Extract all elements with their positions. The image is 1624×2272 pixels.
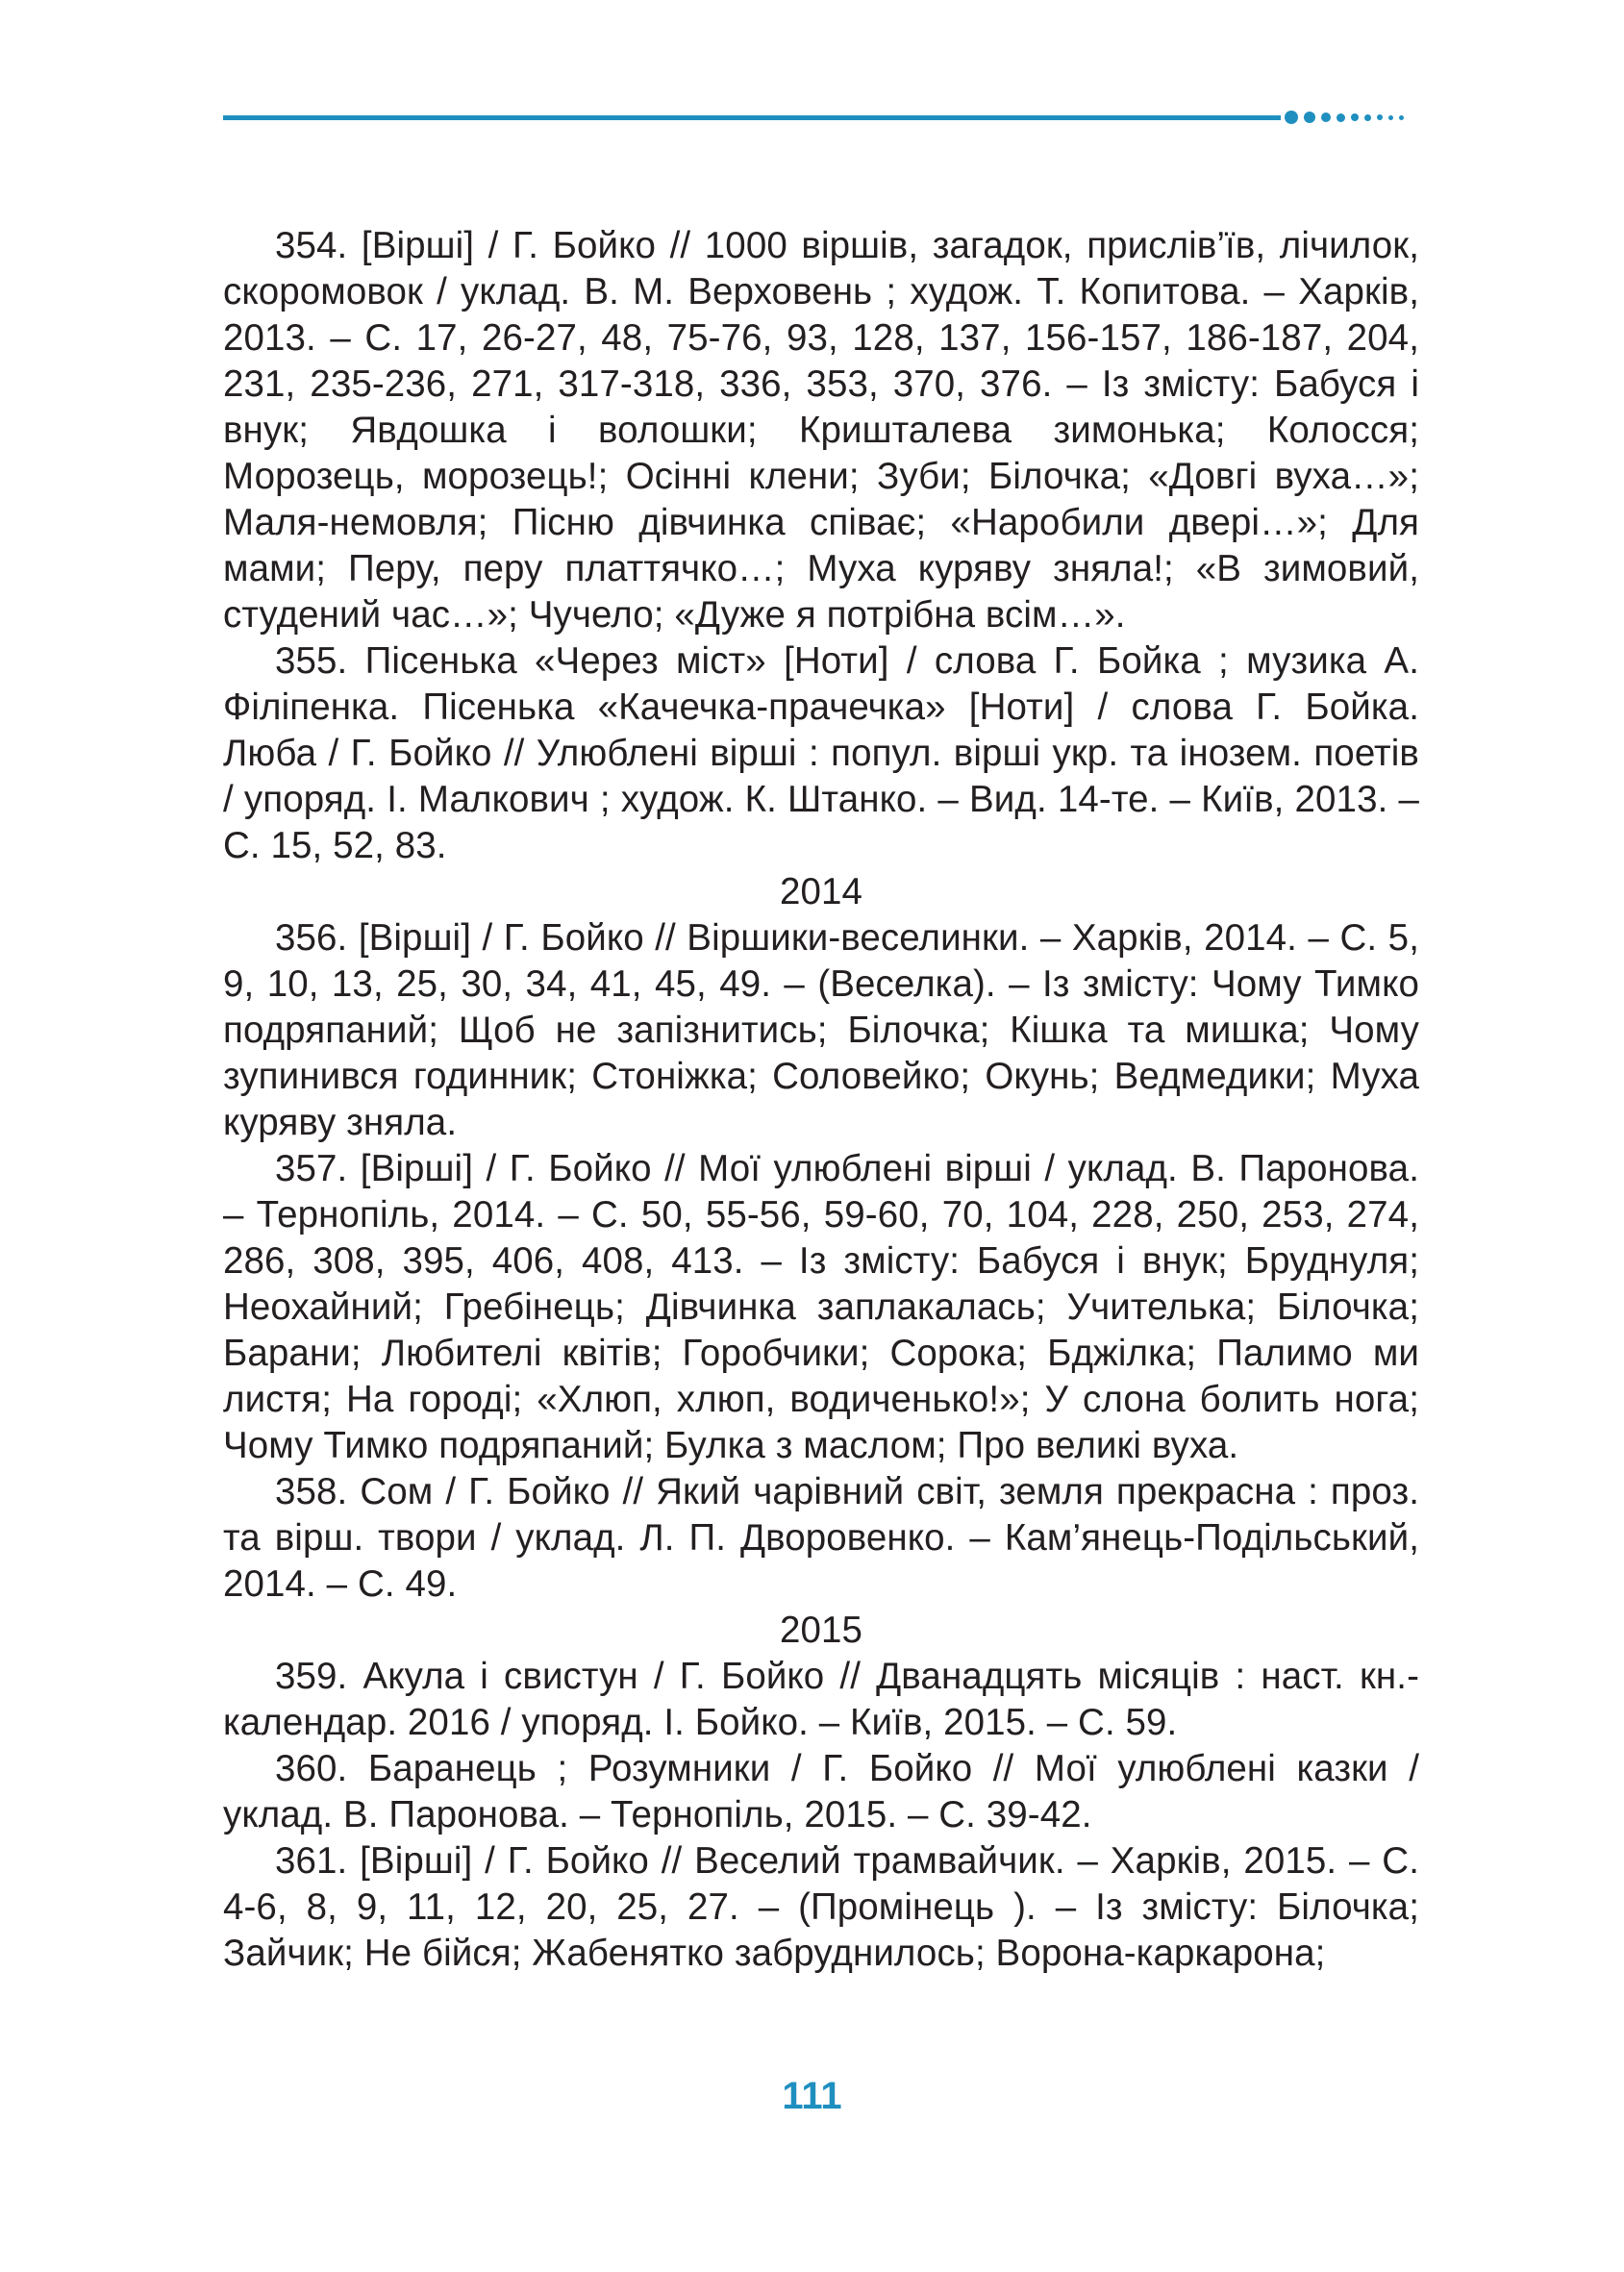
bibliography-entry-359: 359. Акула і свистун / Г. Бойко // Дванадцять місяців : наст. кн.-календар. 2016 / упоряд. І. Бойко. – Київ, 2015. – С. 59. — [223, 1656, 1419, 1743]
bibliography-entry-354: 354. [Вірші] / Г. Бойко // 1000 віршів, загадок, прислів’їв, лічилок, скоромовок / уклад. В. М. Верховень ; худож. Т. Копитова. – Харків, 2013. – С. 17, 26-27, 48, 75-76, 93, 128, 137, 156-157, 186-187, 204, 231, 235-236, 271, 317-318, 336, 353, 370, 376. – Із змісту: Бабуся і внук; Явдошка і волошки; Кришталева зимонька; Колосся; Морозець, морозець!; Осінні клени; Зуби; Білочка; «Довгі вуха…»; Маля-немовля; Пісню дівчинка співає; «Наробили двері…»; Для мами; Перу, перу платтячко…; Муха куряву зняла!; «В зимовий, студений час…»; Чучело; «Дуже я потрібна всім…». — [223, 225, 1419, 636]
header-dots-ornament — [1285, 110, 1404, 125]
year-heading-2014: 2014 — [779, 871, 863, 912]
bibliography-entry-356: 356. [Вірші] / Г. Бойко // Віршики-веселинки. – Харків, 2014. – С. 5, 9, 10, 13, 25, 30, 34, 41, 45, 49. – (Веселка). – Із змісту: Чому Тимко подряпаний; Щоб не запізнитись; Білочка; Кішка та мишка; Чому зупинився годинник; Стоніжка; Соловейко; Окунь; Ведмедики; Муха куряву зняла. — [223, 917, 1419, 1143]
bibliography-entry-355: 355. Пісенька «Через міст» [Ноти] / слова Г. Бойка ; музика А. Філіпенка. Пісенька «Качечка-прачечка» [Ноти] / слова Г. Бойка. Люба / Г. Бойко // Улюблені вірші : попул. вірші укр. та інозем. поетів / упоряд. І. Малкович ; худож. К. Штанко. – Вид. 14-те. – Київ, 2013. – С. 15, 52, 83. — [223, 640, 1419, 866]
year-heading-2015: 2015 — [779, 1610, 863, 1651]
bibliography-entry-358: 358. Сом / Г. Бойко // Який чарівний світ, земля прекрасна : проз. та вірш. твори / уклад. Л. П. Дворовенко. – Кам’янець-Подільський, 2014. – С. 49. — [223, 1471, 1419, 1605]
page-number: 111 — [782, 2075, 842, 2117]
bibliography-entry-357: 357. [Вірші] / Г. Бойко // Мої улюблені вірші / уклад. В. Паронова. – Тернопіль, 2014. – С. 50, 55-56, 59-60, 70, 104, 228, 250, 253, 274, 286, 308, 395, 406, 408, 413. – Із змісту: Бабуся і внук; Бруднуля; Неохайний; Гребінець; Дівчинка заплакалась; Учителька; Білочка; Барани; Любителі квітів; Горобчики; Сорока; Бджілка; Палимо ми листя; На городі; «Хлюп, хлюп, водиченько!»; У слона болить нога; Чому Тимко подряпаний; Булка з маслом; Про великі вуха. — [223, 1148, 1419, 1466]
bibliography-entry-361: 361. [Вірші] / Г. Бойко // Веселий трамвайчик. – Харків, 2015. – С. 4-6, 8, 9, 11, 12, 20, 25, 27. – (Промінець ). – Із змісту: Білочка; Зайчик; Не бійся; Жабенятко забруднилось; Ворона-каркарона; — [223, 1840, 1419, 1974]
bibliography-entry-360: 360. Баранець ; Розумники / Г. Бойко // Мої улюблені казки / уклад. В. Паронова. – Тернопіль, 2015. – С. 39-42. — [223, 1748, 1419, 1835]
header-rule — [223, 115, 1281, 120]
bibliography-content — [223, 223, 1419, 1977]
